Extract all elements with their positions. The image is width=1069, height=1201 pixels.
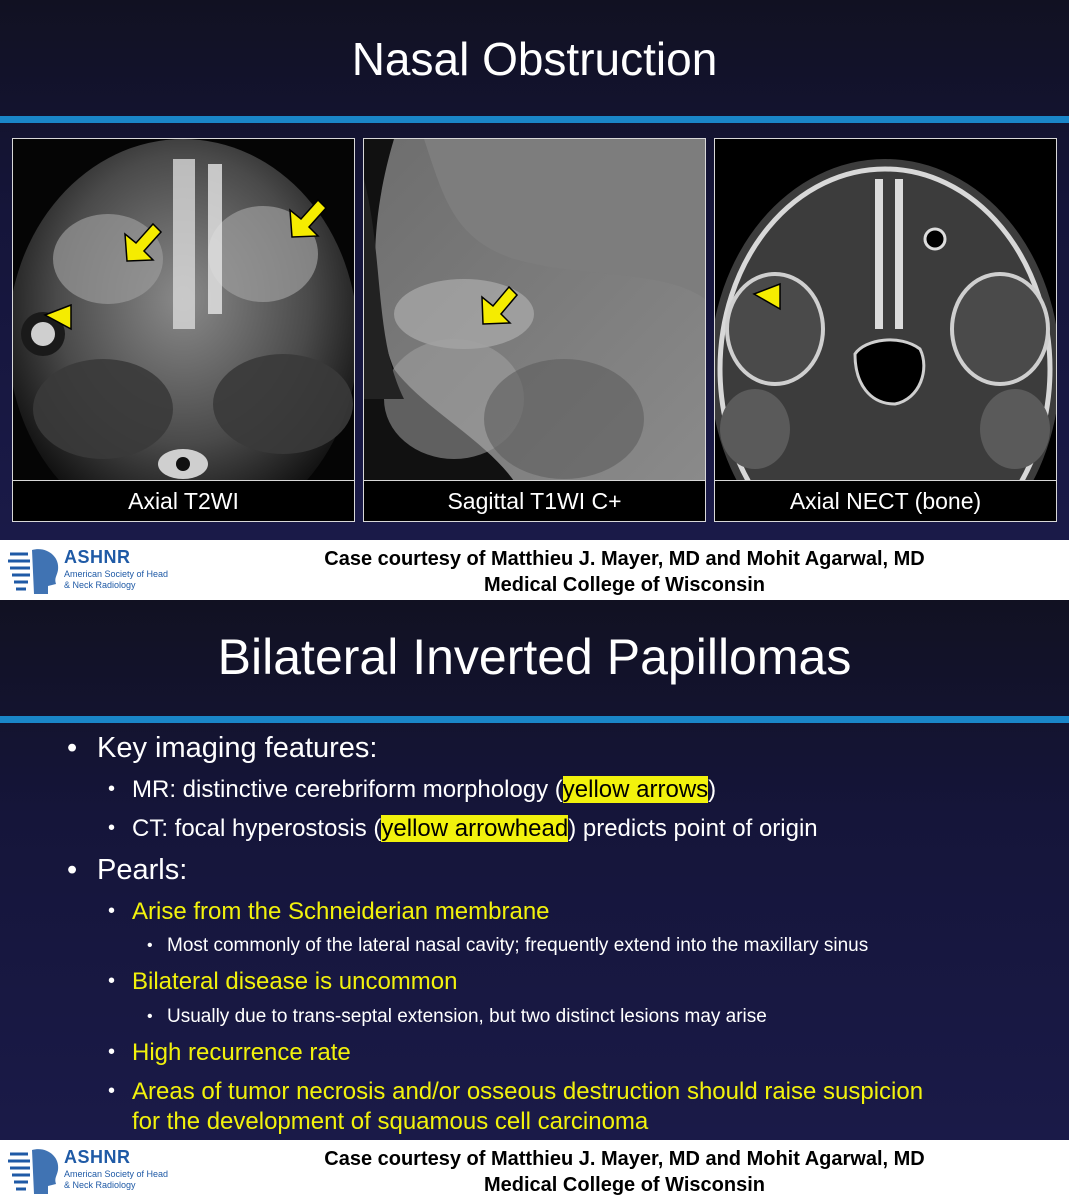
credit-authors: Case courtesy of Matthieu J. Mayer, MD and Mohit Agarwal, MD [324, 1148, 925, 1170]
logo-wordmark: ASHNR [64, 1147, 131, 1167]
bullet-key-features: • Key imaging features: [67, 732, 378, 764]
sagittal-t1wi-image [364, 139, 705, 481]
ashnr-logo [6, 544, 169, 596]
slide-bilateral-inverted-papillomas [0, 600, 1069, 1140]
head-profile-icon [6, 544, 62, 596]
image-panel-sagittal-t1wi [363, 138, 706, 522]
title-rule [0, 116, 1069, 123]
axial-t2wi-image [13, 139, 354, 481]
bullet-mr: • MR: distinctive cerebriform morphology (yellow arrows) [108, 776, 717, 803]
head-profile-icon [6, 1144, 62, 1196]
bullet-pearl-4: • Areas of tumor necrosis and/or osseous destruction should raise suspicion [108, 1078, 924, 1105]
bullet-pearls: • Pearls: [67, 854, 188, 886]
bullet-pearl-4-cont: for the development of squamous cell carcinoma [132, 1108, 649, 1135]
credit-institution: Medical College of Wisconsin [484, 574, 765, 596]
highlight-yellow-arrowhead: yellow arrowhead [381, 815, 569, 842]
bullet-pearl-3: • High recurrence rate [108, 1039, 351, 1066]
panel-caption: Sagittal T1WI C+ [364, 480, 705, 521]
image-panel-axial-t2wi [12, 138, 355, 522]
image-panel-axial-nect [714, 138, 1057, 522]
case-credit [180, 546, 1069, 598]
credit-institution: Medical College of Wisconsin [484, 1174, 765, 1196]
axial-nect-image [715, 139, 1056, 481]
footer-credit-bar [0, 540, 1069, 600]
logo-wordmark: ASHNR [64, 547, 131, 567]
bullet-pearl-2: • Bilateral disease is uncommon [108, 968, 458, 995]
bullet-pearl-1: • Arise from the Schneiderian membrane [108, 898, 550, 925]
slide-title: Nasal Obstruction [351, 33, 718, 85]
highlight-yellow-arrows: yellow arrows [562, 776, 709, 803]
logo-subtitle: American Society of Head & Neck Radiology [64, 1169, 169, 1190]
panel-caption: Axial NECT (bone) [715, 480, 1056, 521]
title-rule [0, 716, 1069, 723]
bullet-ct: • CT: focal hyperostosis (yellow arrowhead) predicts point of origin [108, 815, 818, 842]
credit-authors: Case courtesy of Matthieu J. Mayer, MD and Mohit Agarwal, MD [324, 548, 925, 570]
slide-title: Bilateral Inverted Papillomas [217, 629, 852, 685]
footer-credit-bar [0, 1140, 1069, 1200]
ashnr-logo [6, 1144, 169, 1196]
slide-nasal-obstruction [0, 0, 1069, 540]
case-credit [180, 1146, 1069, 1198]
bullet-pearl-1-sub: • Most commonly of the lateral nasal cavity; frequently extend into the maxillary sinus [147, 935, 869, 956]
logo-subtitle: American Society of Head & Neck Radiology [64, 569, 169, 590]
panel-caption: Axial T2WI [13, 480, 354, 521]
bullet-pearl-2-sub: • Usually due to trans-septal extension, but two distinct lesions may arise [147, 1006, 767, 1027]
